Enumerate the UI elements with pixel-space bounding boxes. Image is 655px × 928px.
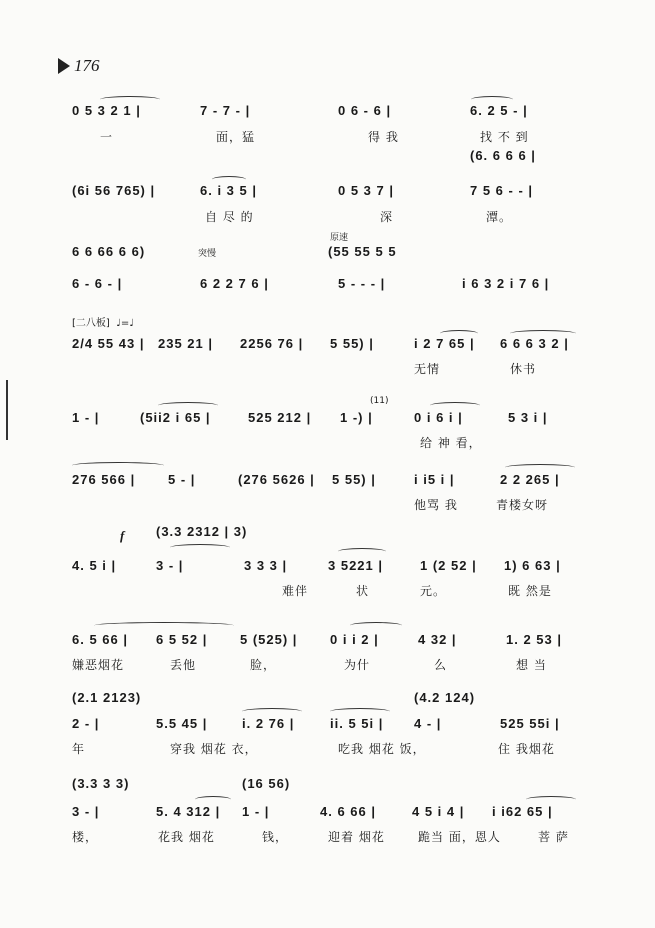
dynamic-mark: f xyxy=(120,528,125,543)
measure: i 2 7 65 | xyxy=(414,336,475,351)
measure: 1 - | xyxy=(242,804,270,819)
bracket-mark: (16 56) xyxy=(242,776,291,791)
page-header xyxy=(58,56,100,76)
bracket-mark: (11) xyxy=(370,396,389,406)
binding-edge xyxy=(6,380,8,440)
measure: 4 5 i 4 | xyxy=(412,804,465,819)
lyric: 他骂 我 xyxy=(414,498,458,512)
measure: 525 212 | xyxy=(248,410,312,425)
measure: 2 - | xyxy=(72,716,100,731)
measure: 4. 5 i | xyxy=(72,558,117,573)
measure: 0 5 3 2 1 | xyxy=(72,103,141,118)
measure: (6. 6 6 6 | xyxy=(470,148,536,163)
measure: 3 5221 | xyxy=(328,558,384,573)
measure: 4 32 | xyxy=(418,632,457,647)
lyric: 住 我烟花 xyxy=(498,742,555,756)
measure: (55 55 5 5 xyxy=(328,244,397,259)
measure: 0 i 6 i | xyxy=(414,410,463,425)
bracket-mark: (2.1 2123) xyxy=(72,690,142,705)
measure: 6 5 52 | xyxy=(156,632,208,647)
measure: 1 (2 52 | xyxy=(420,558,477,573)
slur xyxy=(505,464,575,471)
tempo-mark: 原速 xyxy=(330,233,349,243)
section-label: [二八板] ♩=♩ xyxy=(72,318,134,329)
lyric: 迎着 烟花 xyxy=(328,830,385,844)
bracket-mark: (3.3 2312 | 3) xyxy=(156,524,248,539)
slur xyxy=(526,796,576,803)
bracket-mark: (3.3 3 3) xyxy=(72,776,130,791)
measure: 3 - | xyxy=(72,804,100,819)
slur xyxy=(242,708,302,715)
lyric: 菩 萨 xyxy=(538,830,569,844)
lyric: 想 当 xyxy=(516,658,547,672)
slur xyxy=(212,176,246,183)
measure: 1 - | xyxy=(72,410,100,425)
measure: 525 55i | xyxy=(500,716,560,731)
page-marker-icon xyxy=(58,58,70,74)
lyric: 状 xyxy=(356,584,370,598)
slur xyxy=(430,402,480,409)
measure: i i5 i | xyxy=(414,472,455,487)
measure: 1 -) | xyxy=(340,410,373,425)
lyric: 吃我 烟花 饭， xyxy=(338,742,426,756)
slur xyxy=(338,548,386,555)
measure: i. 2 76 | xyxy=(242,716,295,731)
lyric: 跪当 面，恩人 xyxy=(418,830,501,844)
measure: 7 - 7 - | xyxy=(200,103,251,118)
measure: 5 3 i | xyxy=(508,410,548,425)
measure: 2 2 265 | xyxy=(500,472,560,487)
measure: 6 6 6 3 2 | xyxy=(500,336,569,351)
measure: (6i 56 765) | xyxy=(72,183,156,198)
measure: 5 55) | xyxy=(330,336,374,351)
lyric: 潭。 xyxy=(486,210,513,224)
lyric: 脸， xyxy=(250,658,277,672)
measure: (5ii2 i 65 | xyxy=(140,410,211,425)
measure: 235 21 | xyxy=(158,336,214,351)
bracket-mark: (4.2 124) xyxy=(414,690,476,705)
measure: 0 5 3 7 | xyxy=(338,183,395,198)
measure: 0 6 - 6 | xyxy=(338,103,392,118)
measure: 5 (525) | xyxy=(240,632,298,647)
lyric: 楼， xyxy=(72,830,99,844)
lyric: 为什 xyxy=(344,658,371,672)
lyric: 给 神 看， xyxy=(420,436,482,450)
measure: 276 566 | xyxy=(72,472,136,487)
lyric: 花我 烟花 xyxy=(158,830,215,844)
lyric: 青楼女呀 xyxy=(496,498,549,512)
measure: 6. 5 66 | xyxy=(72,632,129,647)
lyric: 丢他 xyxy=(170,658,197,672)
lyric: 找 不 到 xyxy=(480,130,529,144)
measure: 1) 6 63 | xyxy=(504,558,561,573)
lyric: 一 xyxy=(100,130,114,144)
measure: 6 - 6 - | xyxy=(72,276,123,291)
measure: i i62 65 | xyxy=(492,804,553,819)
lyric: 面，猛 xyxy=(216,130,256,144)
lyric: 年 xyxy=(72,742,86,756)
measure: 4. 6 66 | xyxy=(320,804,377,819)
measure: 5 55) | xyxy=(332,472,376,487)
measure: 6 6 66 6 6) xyxy=(72,244,146,259)
lyric: 自 尽 的 xyxy=(205,210,254,224)
measure: 5 - - - | xyxy=(338,276,386,291)
slur xyxy=(100,96,160,103)
measure: ii. 5 5i | xyxy=(330,716,384,731)
measure: 6 2 2 7 6 | xyxy=(200,276,269,291)
measure: 2/4 55 43 | xyxy=(72,336,145,351)
measure: 5. 4 312 | xyxy=(156,804,221,819)
measure: 6. 2 5 - | xyxy=(470,103,528,118)
measure: 3 3 3 | xyxy=(244,558,288,573)
measure: 7 5 6 - - | xyxy=(470,183,534,198)
measure: 1. 2 53 | xyxy=(506,632,563,647)
lyric: 穿我 烟花 衣， xyxy=(170,742,258,756)
slur xyxy=(471,96,513,103)
lyric: 钱， xyxy=(262,830,289,844)
measure: 6. i 3 5 | xyxy=(200,183,257,198)
page-number: 176 xyxy=(74,56,100,75)
slur xyxy=(72,462,164,469)
lyric: 么 xyxy=(434,658,448,672)
measure: 5 - | xyxy=(168,472,196,487)
measure: 3 - | xyxy=(156,558,184,573)
lyric: 无情 xyxy=(414,362,441,376)
measure: (276 5626 | xyxy=(238,472,315,487)
measure: 2256 76 | xyxy=(240,336,304,351)
lyric: 难伴 xyxy=(282,584,309,598)
lyric: 休书 xyxy=(510,362,537,376)
lyric: 既 然是 xyxy=(508,584,552,598)
lyric: 元。 xyxy=(420,584,447,598)
slur xyxy=(195,796,231,803)
slur xyxy=(350,622,402,629)
measure: 5.5 45 | xyxy=(156,716,208,731)
tempo-mark: 突慢 xyxy=(198,249,217,259)
measure: i 6 3 2 i 7 6 | xyxy=(462,276,550,291)
slur xyxy=(170,544,230,551)
lyric: 得 我 xyxy=(368,130,399,144)
lyric: 深 xyxy=(380,210,394,224)
slur xyxy=(330,708,390,715)
slur xyxy=(158,402,218,409)
slur xyxy=(94,622,234,629)
measure: 0 i i 2 | xyxy=(330,632,379,647)
lyric: 嫌恶烟花 xyxy=(72,658,125,672)
measure: 4 - | xyxy=(414,716,442,731)
